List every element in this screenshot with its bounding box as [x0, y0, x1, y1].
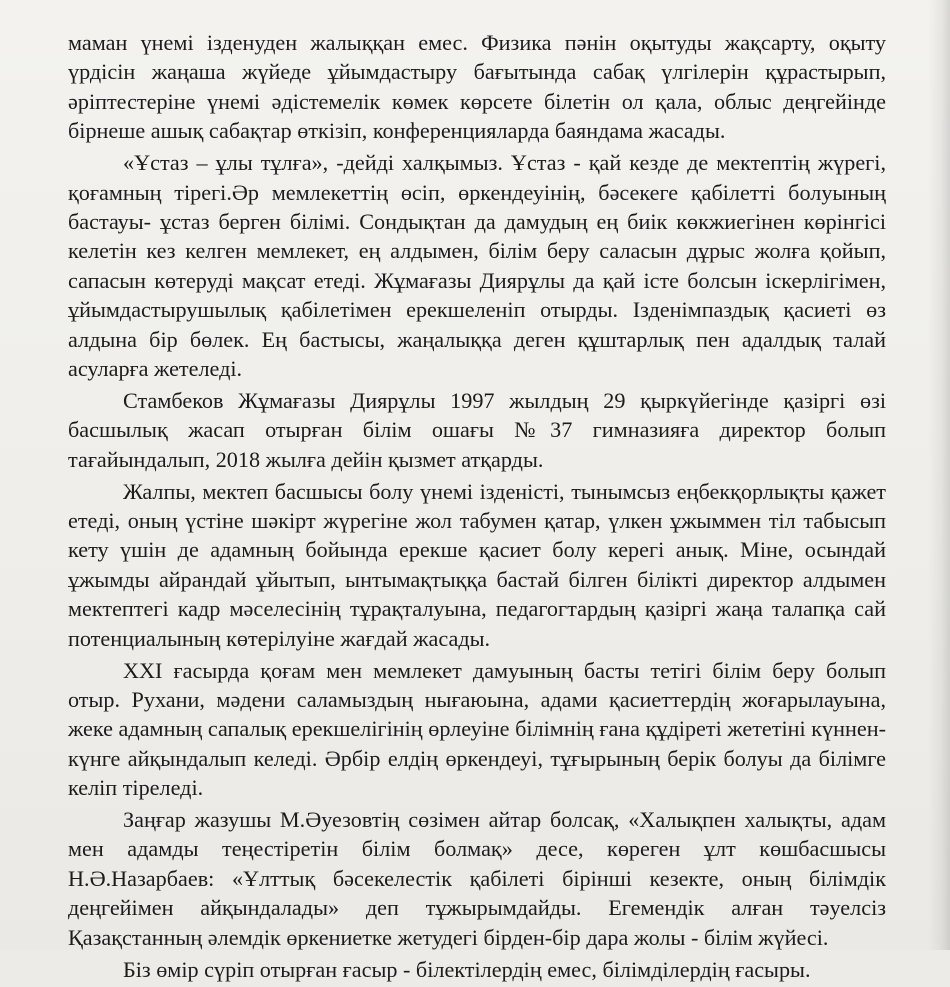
paragraph-7: Біз өмір сүріп отырған ғасыр - білектілердің емес, білімділердің ғасыры.	[123, 956, 811, 982]
page-edge-shadow	[928, 0, 950, 950]
paragraph-3: Стамбеков Жұмағазы Диярұлы 1997 жылдың 29 қыркүйегінде қазіргі өзі басшылық жасап отырған білім ошағы №37 гимназияға директор болып тағайындалып, 2018 жылға дейін қызмет атқарды.	[68, 387, 886, 472]
paragraph-5: XXI ғасырда қоғам мен мемлекет дамуының басты тетігі білім беру болып отыр. Рухани, мәдени саламыздың нығаюына, адами қасиеттердің жоғарылауына, жеке адамның сапалық ерекшелігінің өрлеуіне білімнің ғана құдіреті жететіні күннен-күнге айқындалып келеді. Әрбір елдің өркендеуі, тұғырының берік болуы да білімге келіп тіреледі.	[68, 657, 886, 801]
paragraph-6: Заңғар жазушы М.Әуезовтің сөзімен айтар болсақ, «Халықпен халықты, адам мен адамды теңестіретін білім болмақ» десе, көреген ұлт көшбасшысы Н.Ә.Назарбаев: «Ұлттық бәсекелестік қабілеті бірінші кезекте, оның білімдік деңгейімен айқындалады» деп тұжырымдайды. Егемендік алған тәуелсіз Қазақстанның әлемдік өркениетке жетудегі бірден-бір дара жолы - білім жүйесі.	[68, 807, 886, 950]
paragraph-1: маман үнемі ізденуден жалыққан емес. Физика пәнін оқытуды жақсарту, оқыту үрдісін жаңаша жүйеде ұйымдастыру бағытында сабақ үлгілерін құрастырып, әріптестеріне үнемі әдістемелік көмек көрсете білетін ол қала, облыс деңгейінде бірнеше ашық сабақтар өткізіп, конференцияларда баяндама жасады.	[68, 30, 886, 144]
paragraph-2: «Ұстаз – ұлы тұлға», -дейді халқымыз. Ұстаз - қай кезде де мектептің жүрегі, қоғамның тірегі.Әр мемлекеттің өсіп, өркендеуінің, бәсекеге қабілетті болуының бастауы- ұстаз берген білімі. Сондықтан да дамудың ең биік көкжиегінен көрінгісі келетін кез келген мемлекет, ең алдымен, білім беру саласын дұрыс жолға қойып, сапасын көтеруді мақсат етеді. Жұмағазы Диярұлы да қай істе болсын іскерлігімен, ұйымдастырушылық қабілетімен ерекшеленіп отырды. Ізденімпаздық қасиеті өз алдына бір бөлек. Ең бастысы, жаңалыққа деген құштарлық пен адалдық талай асуларға жетеледі.	[68, 150, 886, 381]
page-text	[68, 28, 886, 987]
paragraph-4: Жалпы, мектеп басшысы болу үнемі ізденісті, тынымсыз еңбекқорлықты қажет етеді, оның үстіне шәкірт жүрегіне жол табумен қатар, үлкен ұжыммен тіл табысып кету үшін де адамның бойында ерекше қасиет болу керегі анық. Міне, осындай ұжымды айрандай ұйытып, ынтымақтыққа бастай білген білікті директор алдымен мектептегі кадр мәселесінің тұрақталуына, педагогтардың қазіргі жаңа талапқа сай потенциалының көтерілуіне жағдай жасады.	[68, 478, 886, 651]
